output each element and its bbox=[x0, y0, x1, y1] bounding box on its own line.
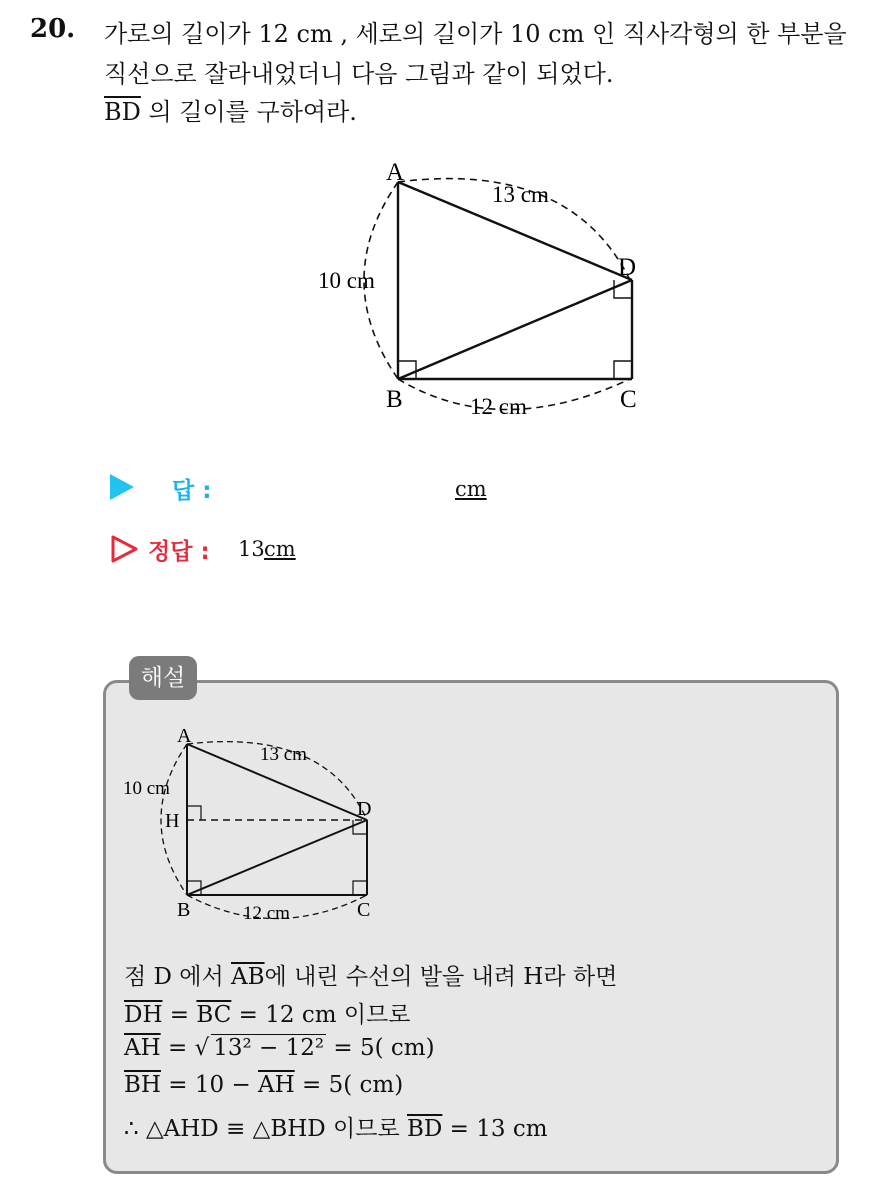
segment-ab: $\overline{AB}$ bbox=[231, 964, 265, 990]
question-text-line3-rest: 의 길이를 구하여라. bbox=[140, 98, 357, 126]
right-angle-c bbox=[614, 361, 632, 379]
question-text-line1: 가로의 길이가 12 cm , 세로의 길이가 10 cm 인 직사각형의 한 부분을 bbox=[104, 20, 847, 48]
segment-bd-text: $\overline{BD}$ bbox=[407, 1116, 443, 1142]
solution-value: 13 bbox=[238, 537, 265, 561]
diagonal-bd bbox=[398, 280, 632, 379]
label-bc: 12 cm bbox=[470, 394, 527, 419]
vertex-a: A bbox=[386, 159, 405, 186]
explanation-text: = 5( cm) bbox=[326, 1035, 435, 1061]
question-text-line3 bbox=[104, 92, 357, 127]
equals-sign: = bbox=[160, 1035, 195, 1061]
right-angle-h bbox=[187, 806, 201, 820]
vertex-c: C bbox=[620, 386, 637, 413]
answer-arrow-icon bbox=[110, 474, 134, 500]
vertex-c-small: C bbox=[357, 899, 371, 921]
explanation-line1 bbox=[124, 958, 617, 991]
explanation-text: 점 D 에서 bbox=[124, 964, 232, 990]
segment-bd: $\overline{BD}$ bbox=[104, 98, 141, 126]
vertex-d: D bbox=[618, 254, 637, 281]
answer-unit[interactable]: cm bbox=[455, 477, 487, 501]
answer-label: 답 : bbox=[172, 478, 212, 504]
diagonal-bd-small bbox=[187, 820, 367, 895]
label-ab-small: 10 cm bbox=[123, 778, 170, 799]
label-bc-small: 12 cm bbox=[243, 903, 290, 924]
explanation-text: = 13 cm bbox=[442, 1116, 548, 1142]
explanation-figure bbox=[115, 720, 395, 930]
vertex-h-small: H bbox=[165, 810, 180, 832]
solution-unit: cm bbox=[264, 537, 296, 561]
vertex-b: B bbox=[386, 386, 403, 413]
label-ab: 10 cm bbox=[318, 268, 375, 293]
square-root-expression: 13² − 12² bbox=[213, 1035, 325, 1061]
question-number: 20. bbox=[30, 14, 76, 44]
vertex-d-small: D bbox=[357, 798, 372, 820]
solution-arrow-icon bbox=[110, 534, 140, 564]
explanation-text: = 10 − bbox=[160, 1072, 259, 1098]
explanation-line5 bbox=[124, 1110, 548, 1143]
equals-sign: = bbox=[162, 1002, 197, 1028]
vertex-b-small: B bbox=[177, 899, 191, 921]
label-ad-small: 13 cm bbox=[260, 744, 307, 765]
explanation-text: ∴ △AHD ≡ △BHD 이므로 bbox=[124, 1116, 407, 1142]
segment-ah-text: $\overline{AH}$ bbox=[124, 1035, 161, 1061]
explanation-line4 bbox=[124, 1072, 403, 1098]
explanation-text: = 5( cm) bbox=[294, 1072, 404, 1098]
explanation-tab: 해설 bbox=[129, 656, 197, 700]
main-figure bbox=[300, 150, 660, 430]
explanation-text: 에 내린 수선의 발을 내려 H라 하면 bbox=[264, 964, 618, 990]
explanation-text: = 12 cm 이므로 bbox=[231, 1002, 411, 1028]
segment-dh-text: $\overline{DH}$ bbox=[124, 1002, 163, 1028]
explanation-line3: $\overline{AH}$ = √ 13² − 12² = 5( cm) bbox=[124, 1035, 435, 1061]
segment-bc-text: $\overline{BC}$ bbox=[196, 1002, 232, 1028]
explanation-line2 bbox=[124, 996, 410, 1029]
segment-bh-text: $\overline{BH}$ bbox=[124, 1072, 161, 1098]
solution-label: 정답 : bbox=[148, 539, 210, 565]
segment-ah-text: $\overline{AH}$ bbox=[258, 1072, 295, 1098]
vertex-a-small: A bbox=[177, 725, 192, 747]
right-angle-c-small bbox=[353, 881, 367, 895]
question-text-line2: 직선으로 잘라내었더니 다음 그림과 같이 되었다. bbox=[104, 60, 614, 88]
label-ad: 13 cm bbox=[492, 182, 549, 207]
